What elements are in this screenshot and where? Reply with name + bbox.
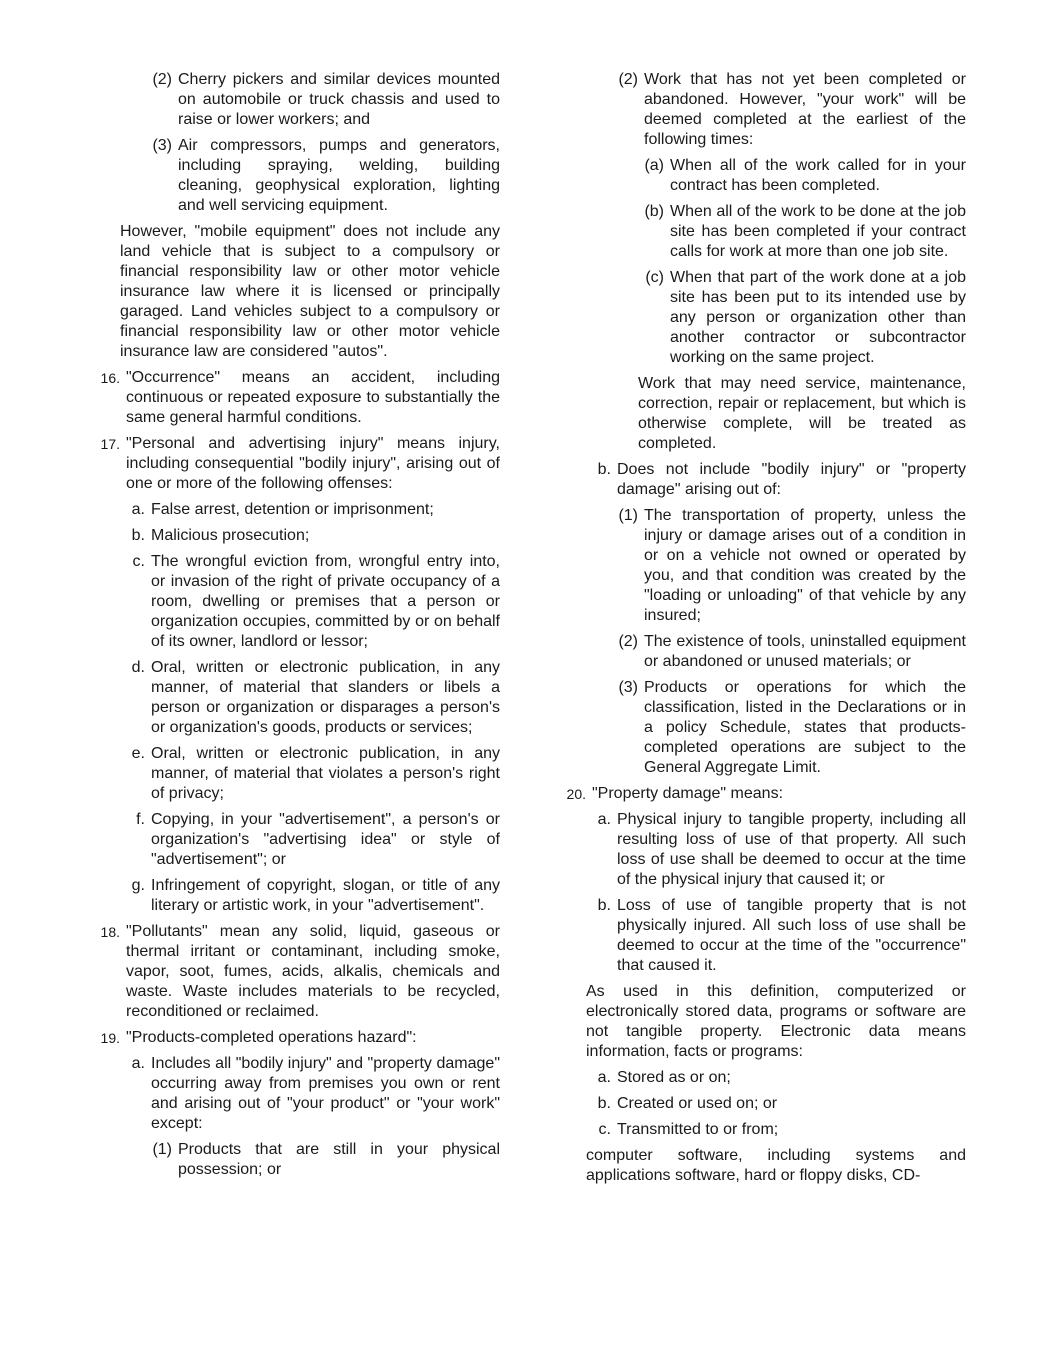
item-text: Malicious prosecution; [151,527,310,544]
item-number: 17. [100,436,120,452]
list-item [608,70,966,150]
item-text: Air compressors, pumps and generators, including spraying, welding, building cleaning, geophysical exploration, lighting and well servicing equipment. [178,137,500,214]
list-item [92,368,500,428]
list-item [142,1140,500,1180]
item-text: Products or operations for which the classification, listed in the Declarations or in a policy Schedule, states that products-completed operations are subject to the General Aggregate Limit. [644,679,966,776]
item-text: Work that has not yet been completed or abandoned. However, "your work" will be deemed completed at the earliest of the following times: [644,71,966,148]
item-number: (2) [618,71,638,88]
list-item [558,784,966,804]
list-item [92,1028,500,1048]
paragraph [120,222,500,362]
item-text: Transmitted to or from; [617,1121,779,1138]
list-item [120,500,500,520]
item-number: g. [131,877,145,894]
item-text: Copying, in your "advertisement", a person's or organization's "advertising idea" or style of "advertisement"; or [151,811,500,868]
item-text: computer software, including systems and applications software, hard or floppy disks, CD- [586,1147,966,1184]
item-text: The transportation of property, unless the injury or damage arises out of a condition in or on a vehicle not owned or operated by you, and that condition was created by the "loading or unloading" of that vehicle by any insured; [644,507,966,624]
item-text: Oral, written or electronic publication, in any manner, of material that slanders or libels a person or organization or disparages a person's or organization's goods, products or services; [151,659,500,736]
left-column [92,70,500,1186]
list-item [92,922,500,1022]
paragraph [638,374,966,454]
list-item [638,268,966,368]
list-item [586,460,966,500]
item-text: Infringement of copyright, slogan, or title of any literary or artistic work, in your "advertisement". [151,877,500,914]
item-text: Does not include "bodily injury" or "property damage" arising out of: [617,461,966,498]
list-item [120,658,500,738]
item-text: The existence of tools, uninstalled equipment or abandoned or unused materials; or [644,633,966,670]
item-number: a. [597,1069,611,1086]
item-text: Products that are still in your physical possession; or [178,1141,500,1178]
item-number: a. [131,501,145,518]
list-item [142,136,500,216]
item-number: c. [598,1121,611,1138]
item-text: When that part of the work done at a job site has been put to its intended use by any person or organization other than another contractor or subcontractor working on the same project. [670,269,966,366]
item-number: (3) [618,679,638,696]
list-item [120,526,500,546]
item-number: b. [131,527,145,544]
item-text: When all of the work called for in your contract has been completed. [670,157,966,194]
item-number: 18. [100,924,120,940]
list-item [120,552,500,652]
list-item [608,632,966,672]
list-item [586,1120,966,1140]
item-text: Work that may need service, maintenance, correction, repair or replacement, but which is otherwise complete, will be treated as completed. [638,375,966,452]
item-number: b. [597,461,611,478]
paragraph [586,982,966,1062]
item-number: (3) [152,137,172,154]
item-number: e. [131,745,145,762]
item-text: Cherry pickers and similar devices mounted on automobile or truck chassis and used to raise or lower workers; and [178,71,500,128]
list-item [120,876,500,916]
item-number: a. [131,1055,145,1072]
item-number: (2) [152,71,172,88]
item-text: "Personal and advertising injury" means injury, including consequential "bodily injury", arising out of one or more of the following offenses: [126,435,500,492]
item-number: 20. [566,786,586,802]
list-item [586,810,966,890]
list-item [586,1068,966,1088]
item-text: Created or used on; or [617,1095,778,1112]
item-number: (2) [618,633,638,650]
list-item [142,70,500,130]
list-item [586,896,966,976]
item-text: However, "mobile equipment" does not include any land vehicle that is subject to a compulsory or financial responsibility law or other motor vehicle insurance law where it is licensed or principally garaged. Land vehicles subject to a compulsory or financial responsibility law or other motor vehicle insurance law are considered "autos". [120,223,500,360]
item-number: c. [132,553,145,570]
list-item [608,506,966,626]
list-item [92,434,500,494]
item-text: False arrest, detention or imprisonment; [151,501,434,518]
item-text: When all of the work to be done at the job site has been completed if your contract calls for work at more than one job site. [670,203,966,260]
item-number: (1) [618,507,638,524]
item-number: (c) [645,269,664,286]
item-text: Loss of use of tangible property that is not physically injured. All such loss of use shall be deemed to occur at the time of the "occurrence" that caused it. [617,897,966,974]
item-text: Physical injury to tangible property, including all resulting loss of use of that property. All such loss of use shall be deemed to occur at the time of the physical injury that caused it; or [617,811,966,888]
list-item [638,202,966,262]
list-item [120,744,500,804]
item-number: (b) [644,203,664,220]
item-text: Includes all "bodily injury" and "property damage" occurring away from premises you own or rent and arising out of "your product" or "your work" except: [151,1055,500,1132]
list-item [586,1094,966,1114]
list-item [120,810,500,870]
item-number: 16. [100,370,120,386]
item-text: Oral, written or electronic publication, in any manner, of material that violates a person's right of privacy; [151,745,500,802]
item-text: "Products-completed operations hazard": [126,1029,417,1046]
item-text: As used in this definition, computerized or electronically stored data, programs or software are not tangible property. Electronic data means information, facts or programs: [586,983,966,1060]
item-number: (a) [644,157,664,174]
item-text: The wrongful eviction from, wrongful entry into, or invasion of the right of private occupancy of a room, dwelling or premises that a person or organization occupies, committed by or on behalf of its owner, landlord or lessor; [151,553,500,650]
item-number: (1) [152,1141,172,1158]
item-number: d. [131,659,145,676]
item-number: 19. [100,1030,120,1046]
right-column [558,70,966,1192]
item-number: a. [597,811,611,828]
list-item [638,156,966,196]
list-item [120,1054,500,1134]
list-item [608,678,966,778]
item-number: b. [597,1095,611,1112]
paragraph [586,1146,966,1186]
item-number: f. [136,811,145,828]
item-text: "Occurrence" means an accident, including continuous or repeated exposure to substantially the same general harmful conditions. [126,369,500,426]
item-text: "Pollutants" mean any solid, liquid, gaseous or thermal irritant or contaminant, including smoke, vapor, soot, fumes, acids, alkalis, chemicals and waste. Waste includes materials to be recycled, reconditioned or reclaimed. [126,923,500,1020]
item-text: Stored as or on; [617,1069,731,1086]
item-text: "Property damage" means: [592,785,784,802]
item-number: b. [597,897,611,914]
